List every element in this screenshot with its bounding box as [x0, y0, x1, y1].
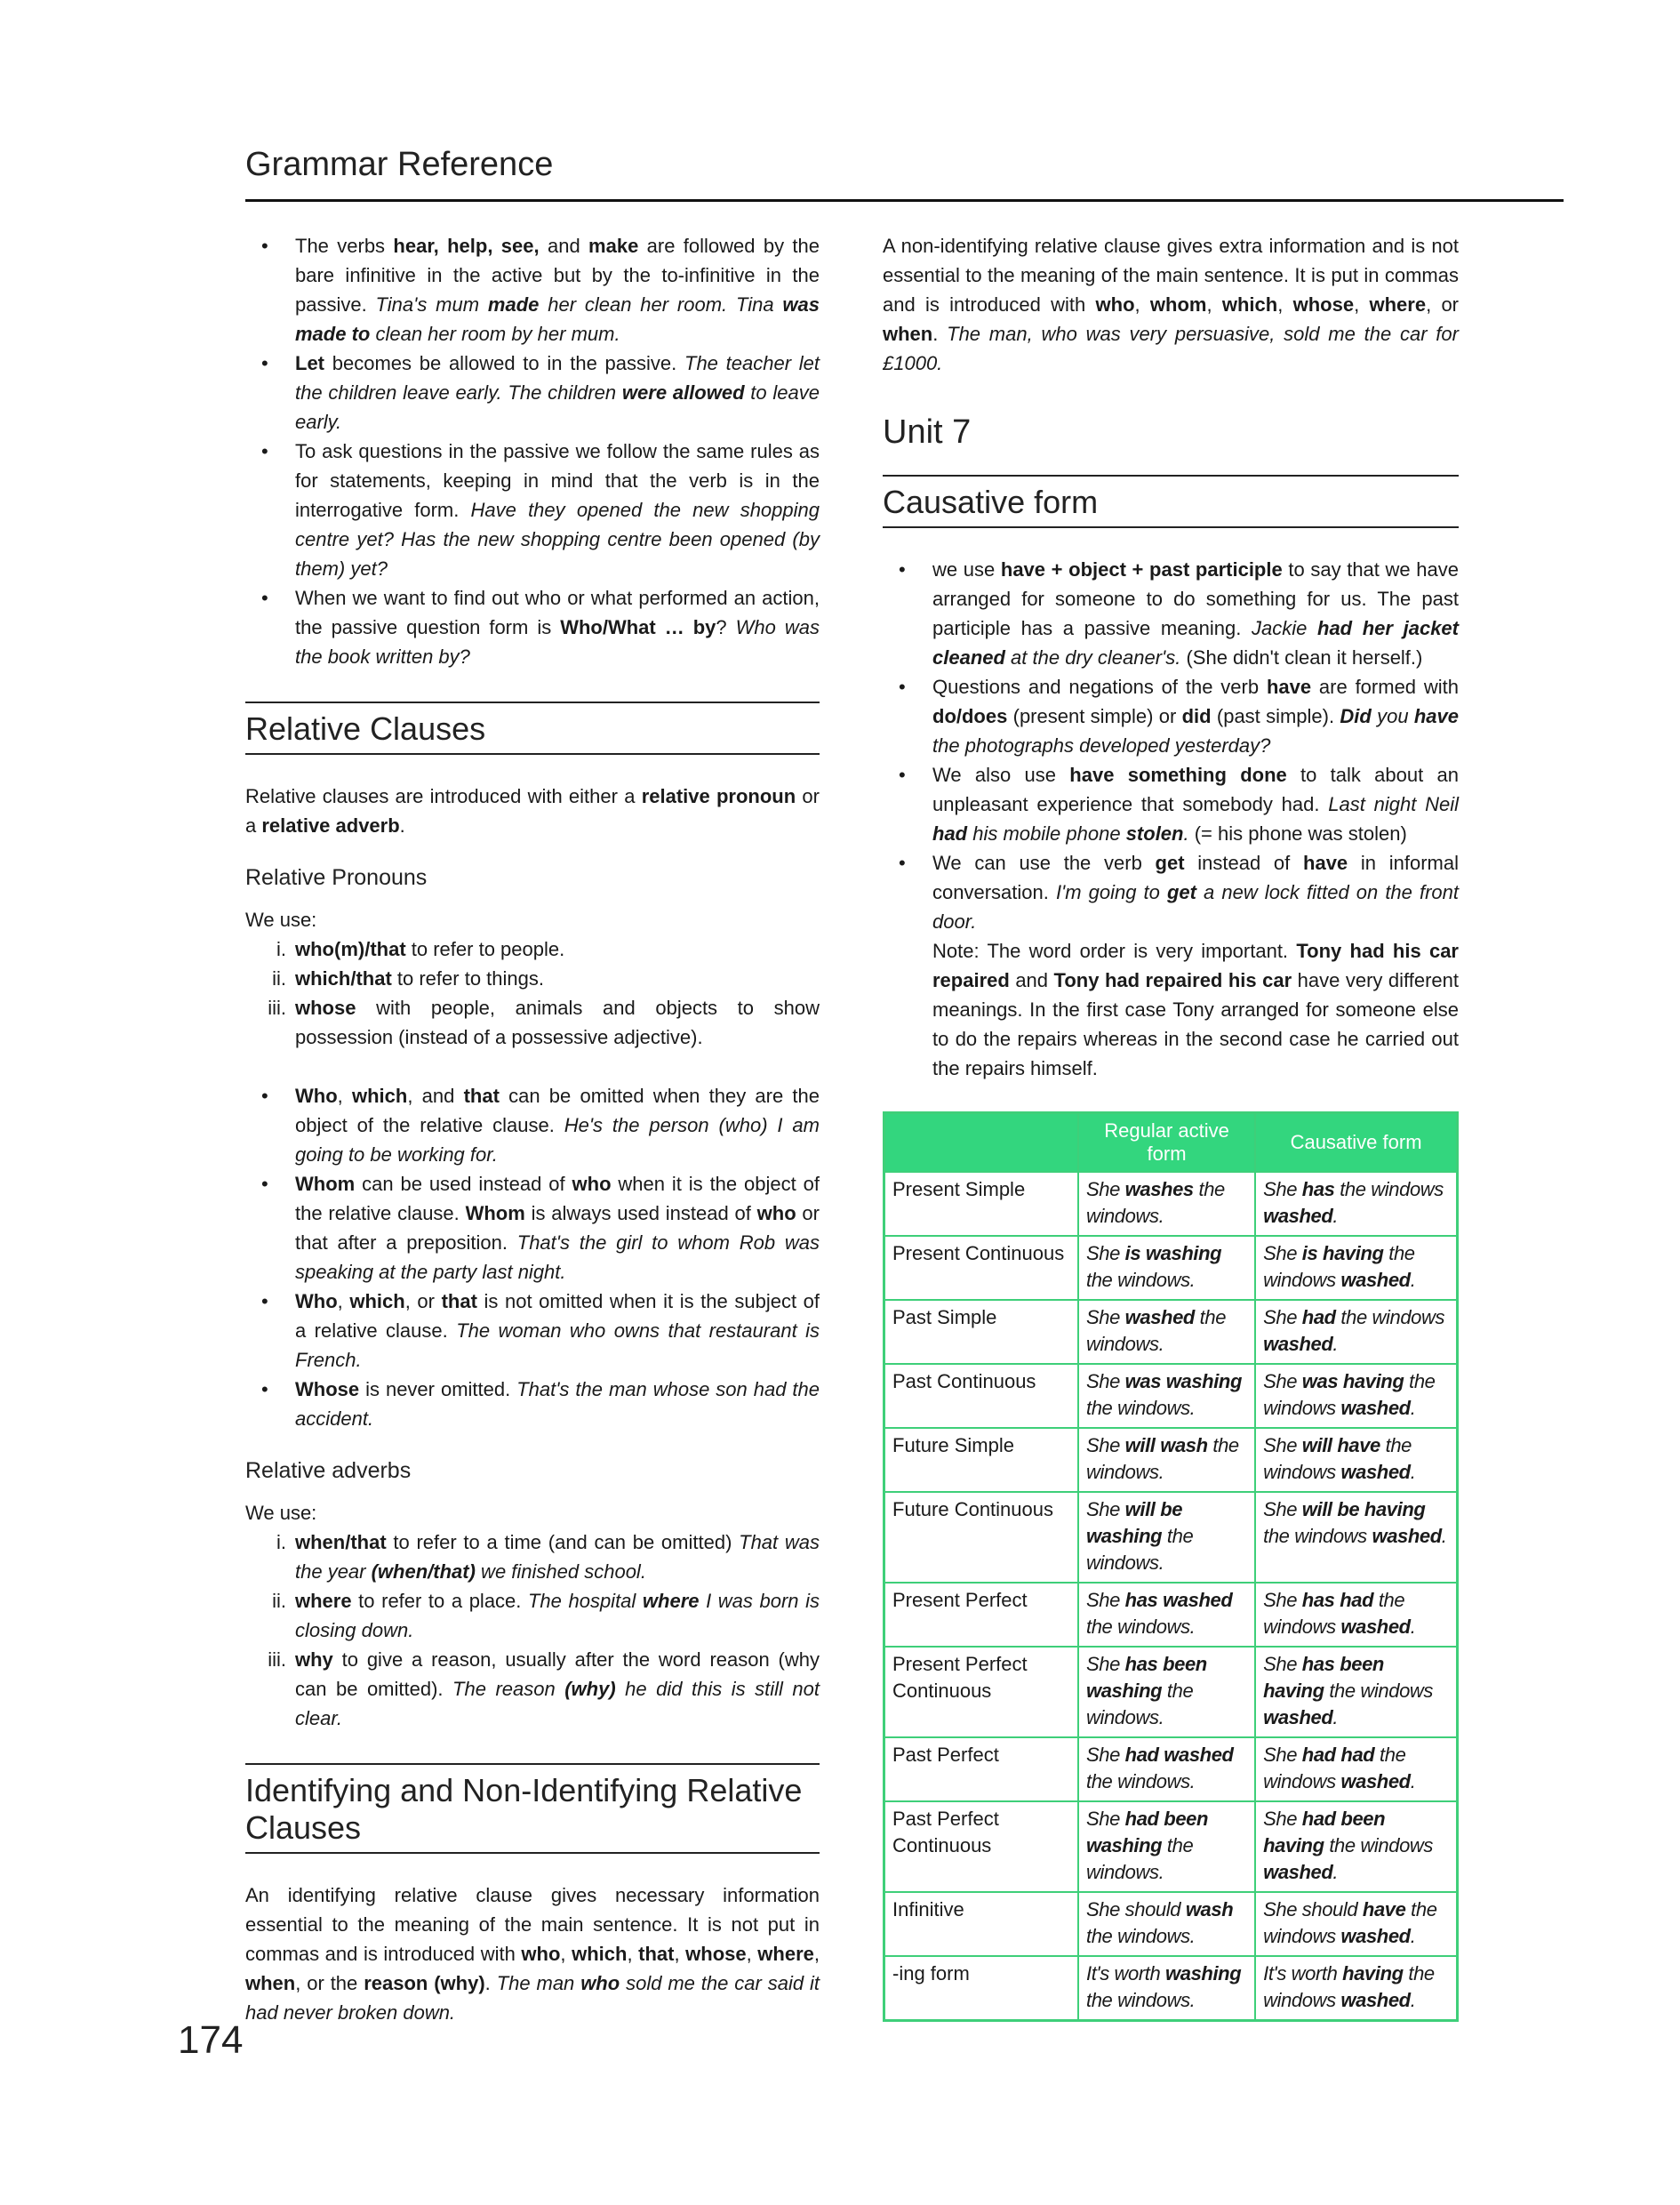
causative-form-cell: She should have the windows washed.	[1255, 1892, 1457, 1956]
page-header-title: Grammar Reference	[245, 146, 554, 183]
pronoun-bullet: • Whose is never omitted. That's the man whose son had the accident.	[245, 1375, 820, 1433]
pronoun-bullet: • Who, which, and that can be omitted when they are the object of the relative clause. He's the person (who) I am going to be working for.	[245, 1081, 820, 1169]
table-row	[884, 1364, 1458, 1428]
page-number: 174	[178, 2018, 244, 2062]
causative-form-cell: She is having the windows washed.	[1255, 1236, 1457, 1300]
relative-pronouns-list	[245, 934, 820, 1052]
tense-cell: Future Simple	[884, 1428, 1079, 1492]
relative-adverbs-heading: Relative adverbs	[245, 1458, 412, 1483]
tense-cell: Past Continuous	[884, 1364, 1079, 1428]
tense-cell: Infinitive	[884, 1892, 1079, 1956]
causative-form-cell: She has had the windows washed.	[1255, 1583, 1457, 1647]
unit-title: Unit 7	[883, 413, 972, 451]
tense-cell: Future Continuous	[884, 1492, 1079, 1583]
causative-form-cell: She had the windows washed.	[1255, 1300, 1457, 1364]
active-form-cell: It's worth washing the windows.	[1078, 1956, 1255, 2021]
causative-form-cell: She will have the windows washed.	[1255, 1428, 1457, 1492]
table-row	[884, 1583, 1458, 1647]
pronoun-bullet: • Who, which, or that is not omitted when it is the subject of a relative clause. The woman who owns that restaurant is French.	[245, 1287, 820, 1375]
passive-bullet: • Let becomes be allowed to in the passive. The teacher let the children leave early. The children were allowed to leave early.	[245, 349, 820, 437]
tense-cell: Present Perfect Continuous	[884, 1647, 1079, 1737]
table-row	[884, 1300, 1458, 1364]
table-header-cell: Regular active form	[1078, 1113, 1255, 1173]
tense-cell: Past Perfect Continuous	[884, 1801, 1079, 1892]
identifying-clauses-para: An identifying relative clause gives necessary information essential to the meaning of the main sentence. It is not put in commas and is introduced with who, which, that, whose, where, when, or the reason (why). The man who sold me the car said it had never broken down.	[245, 1884, 820, 2024]
causative-bullet: • We can use the verb get instead of have in informal conversation. I'm going to get a new lock fitted on the front door.	[883, 848, 1459, 936]
causative-bullet: • we use have + object + past participle to say that we have arranged for someone to do something for us. The past participle has a passive meaning. Jackie had her jacket cleaned at the dry cleaner's. (She didn't clean it herself.)	[883, 555, 1459, 672]
causative-bullet: • We also use have something done to talk about an unpleasant experience that somebody had. Last night Neil had his mobile phone stolen. (= his phone was stolen)	[883, 760, 1459, 848]
passive-bullet: • To ask questions in the passive we follow the same rules as for statements, keeping in mind that the verb is in the interrogative form. Have they opened the new shopping centre yet? Has the new shopping centre been opened (by them) yet?	[245, 437, 820, 583]
causative-form-heading: Causative form	[883, 475, 1459, 528]
we-use-label: We use:	[245, 909, 317, 931]
tense-cell: Past Perfect	[884, 1737, 1079, 1801]
passive-bullet-list	[245, 231, 820, 671]
table-header-row	[884, 1113, 1458, 1173]
active-form-cell: She washed the windows.	[1078, 1300, 1255, 1364]
pronoun-bullet-list	[245, 1081, 820, 1433]
we-use-label: We use:	[245, 1502, 317, 1524]
causative-form-cell: She had been having the windows washed.	[1255, 1801, 1457, 1892]
causative-form-cell: It's worth having the windows washed.	[1255, 1956, 1457, 2021]
active-form-cell: She will be washing the windows.	[1078, 1492, 1255, 1583]
table-row	[884, 1172, 1458, 1236]
tense-cell: Present Simple	[884, 1172, 1079, 1236]
table-row	[884, 1737, 1458, 1801]
table-row	[884, 1647, 1458, 1737]
table-row	[884, 1956, 1458, 2021]
relative-clauses-intro: Relative clauses are introduced with either a relative pronoun or a relative adverb.	[245, 785, 820, 837]
passive-bullet: • The verbs hear, help, see, and make are followed by the bare infinitive in the active but by the to-infinitive in the passive. Tina's mum made her clean her room. Tina was made to clean her room by her mum.	[245, 231, 820, 349]
list-item: iii. whose with people, animals and objects to show possession (instead of a possessive adjective).	[268, 997, 820, 1048]
list-item: ii. which/that to refer to things.	[272, 967, 544, 990]
causative-table	[883, 1111, 1459, 2022]
word-order-note: Note: The word order is very important. Tony had his car repaired and Tony had repaired his car have very different meanings. In the first case Tony arranged for someone else to do the repairs whereas in the second case he carried out the repairs himself.	[932, 940, 1460, 1079]
table-row	[884, 1892, 1458, 1956]
list-item: ii. where to refer to a place. The hospital where I was born is closing down.	[272, 1590, 820, 1641]
causative-bullet: • Questions and negations of the verb have are formed with do/does (present simple) or did (past simple). Did you have the photographs developed yesterday?	[883, 672, 1459, 760]
passive-bullet: • When we want to find out who or what performed an action, the passive question form is Who/What … by? Who was the book written by?	[245, 583, 820, 671]
pronoun-bullet: • Whom can be used instead of who when it is the object of the relative clause. Whom is always used instead of who or that after a preposition. That's the girl to whom Rob was speaking at the party last night.	[245, 1169, 820, 1287]
identifying-clauses-heading: Identifying and Non-Identifying Relative Clauses	[245, 1763, 820, 1854]
tense-cell: Present Perfect	[884, 1583, 1079, 1647]
active-form-cell: She is washing the windows.	[1078, 1236, 1255, 1300]
table-row	[884, 1428, 1458, 1492]
active-form-cell: She washes the windows.	[1078, 1172, 1255, 1236]
active-form-cell: She will wash the windows.	[1078, 1428, 1255, 1492]
active-form-cell: She has been washing the windows.	[1078, 1647, 1255, 1737]
active-form-cell: She had washed the windows.	[1078, 1737, 1255, 1801]
list-item: i. who(m)/that to refer to people.	[276, 938, 565, 960]
causative-form-cell: She was having the windows washed.	[1255, 1364, 1457, 1428]
table-row	[884, 1236, 1458, 1300]
relative-adverbs-list	[245, 1527, 820, 1733]
tense-cell: Past Simple	[884, 1300, 1079, 1364]
causative-form-cell: She has been having the windows washed.	[1255, 1647, 1457, 1737]
relative-pronouns-heading: Relative Pronouns	[245, 865, 428, 890]
tense-cell: -ing form	[884, 1956, 1079, 2021]
causative-form-cell: She has the windows washed.	[1255, 1172, 1457, 1236]
left-column	[245, 231, 820, 2027]
active-form-cell: She has washed the windows.	[1078, 1583, 1255, 1647]
table-header-cell	[884, 1113, 1079, 1173]
table-row	[884, 1801, 1458, 1892]
list-item: iii. why to give a reason, usually after the word reason (why can be omitted). The reason (why) he did this is still not clear.	[268, 1648, 820, 1729]
active-form-cell: She should wash the windows.	[1078, 1892, 1255, 1956]
header-rule	[245, 199, 1564, 202]
causative-form-cell: She will be having the windows washed.	[1255, 1492, 1457, 1583]
relative-clauses-heading: Relative Clauses	[245, 702, 820, 755]
active-form-cell: She had been washing the windows.	[1078, 1801, 1255, 1892]
active-form-cell: She was washing the windows.	[1078, 1364, 1255, 1428]
non-identifying-para: A non-identifying relative clause gives extra information and is not essential to the meaning of the main sentence. It is put in commas and is introduced with who, whom, which, whose, where, or when. The man, who was very persuasive, sold me the car for £1000.	[883, 235, 1460, 374]
table-row	[884, 1492, 1458, 1583]
right-column	[883, 231, 1459, 2022]
list-item: i. when/that to refer to a time (and can be omitted) That was the year (when/that) we finished school.	[276, 1531, 820, 1583]
table-header-cell: Causative form	[1255, 1113, 1457, 1173]
causative-bullet-list	[883, 555, 1459, 936]
tense-cell: Present Continuous	[884, 1236, 1079, 1300]
causative-form-cell: She had had the windows washed.	[1255, 1737, 1457, 1801]
